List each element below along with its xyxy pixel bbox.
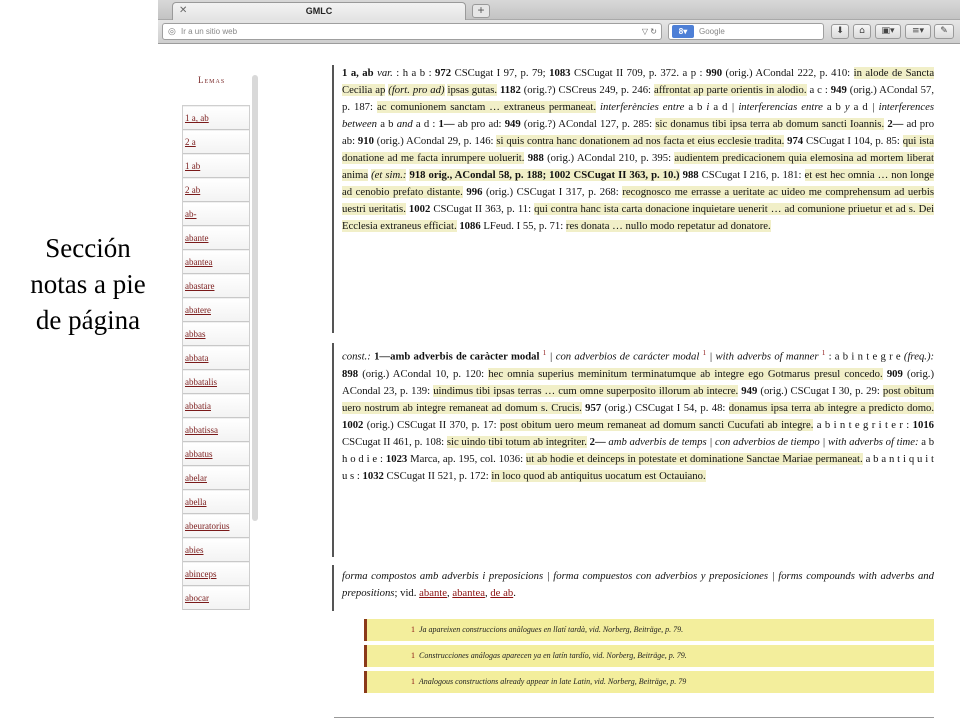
- quote: in loco quod ab antiquitus uocatum est Octauiano.: [491, 469, 706, 482]
- text: a b i n t e g r i t e r :: [816, 418, 910, 431]
- lema-item[interactable]: abelar: [183, 466, 249, 490]
- quote: post obitum uero nostrum ab integre remaneat ad domum s. Crucis.: [342, 384, 935, 414]
- text: | interferencias entre: [731, 101, 823, 113]
- year: 1002: [342, 418, 364, 431]
- tab-bar: [158, 0, 960, 20]
- year: 957: [585, 401, 602, 414]
- lema-item[interactable]: abinceps: [183, 562, 249, 586]
- lema-item[interactable]: 1 a, ab: [183, 106, 249, 130]
- entry-section-2: [334, 345, 934, 485]
- quote: sic uindo tibi totum ab integriter.: [446, 435, 587, 448]
- year: 1182: [500, 84, 521, 96]
- lemma-link-abante[interactable]: abante: [419, 587, 447, 599]
- year: 949: [830, 84, 847, 96]
- menu-icon[interactable]: ≡▾: [905, 24, 931, 39]
- text: y: [844, 101, 850, 113]
- text: ; vid.: [394, 587, 417, 599]
- lema-item[interactable]: abeuratorius: [183, 514, 249, 538]
- year: 909: [886, 367, 903, 380]
- lema-item[interactable]: abbatus: [183, 442, 249, 466]
- text: const.:: [342, 350, 371, 363]
- google-icon[interactable]: 8▾: [672, 25, 694, 38]
- quote-note: 918 orig., ACondal 58, p. 188; 1002 CSCugat II 363, p. 10.): [409, 169, 680, 181]
- source: CSCugat I 97, p. 79;: [454, 67, 546, 79]
- text: ,: [447, 587, 450, 599]
- home-icon[interactable]: ⌂: [853, 24, 871, 39]
- browser-tab[interactable]: [172, 2, 466, 20]
- source: (orig.) ACondal 10, p. 120:: [362, 367, 485, 380]
- text: a b h o d i e :: [342, 435, 935, 465]
- lemma-link-abantea[interactable]: abantea: [452, 587, 485, 599]
- source: CSCugat II 709, p. 372. a p :: [574, 67, 703, 79]
- source: (orig.) CSCugat I 317, p. 268:: [486, 186, 619, 198]
- lema-item[interactable]: abbata: [183, 346, 249, 370]
- text: a b: [688, 101, 703, 113]
- lema-item[interactable]: 2 a: [183, 130, 249, 154]
- footnote-ref[interactable]: 1: [821, 349, 826, 357]
- lema-item[interactable]: abatere: [183, 298, 249, 322]
- footnote-ref[interactable]: 1: [702, 349, 707, 357]
- footnote-marker[interactable]: 1: [411, 625, 415, 634]
- quote: hec omnia superius meminitum terminatumque ab integre ego Gotmarus presul concedo.: [488, 367, 883, 380]
- source: Marca, ap. 195, col. 1036:: [410, 452, 524, 465]
- source: CSCugat I 104, p. 85:: [805, 135, 900, 147]
- entry-section-1: [334, 65, 934, 235]
- quote: audientem predicacionem quia elemosina ad mortem liberat anima: [342, 152, 935, 181]
- sense-number: 1—amb adverbis de caràcter modal: [374, 350, 540, 363]
- year: 988: [682, 169, 699, 181]
- text: i: [706, 101, 710, 113]
- close-icon[interactable]: ✕: [179, 5, 188, 16]
- text: | with adverbs of manner: [709, 350, 819, 363]
- text: a b: [380, 118, 394, 130]
- sense-number: 2—: [887, 118, 904, 130]
- quote: in alode de Sancta Cecilia ap: [342, 67, 935, 96]
- year: 972: [435, 67, 452, 79]
- footnote-english: [364, 671, 934, 693]
- text: amb adverbis de temps | con adverbios de tiempo | with adverbs of time:: [608, 435, 919, 448]
- year: 1083: [549, 67, 571, 79]
- year: 974: [787, 135, 804, 147]
- quote: ut ab hodie et deinceps in potestate et dominatione Sanctae Mariae permaneat.: [525, 452, 863, 465]
- text: ad pro ab:: [342, 118, 935, 147]
- lemas-sidebar: [182, 75, 250, 610]
- sense-number: 1—: [438, 118, 455, 130]
- reload-icon[interactable]: ▽ ↻: [641, 27, 657, 36]
- source: (orig.) ACondal 23, p. 139:: [342, 367, 935, 397]
- year: 898: [342, 367, 359, 380]
- text: and: [396, 118, 413, 130]
- lema-item[interactable]: abbatissa: [183, 418, 249, 442]
- text: (freq.):: [903, 350, 935, 363]
- lema-item[interactable]: abbatalis: [183, 370, 249, 394]
- lema-item[interactable]: abbas: [183, 322, 249, 346]
- slide-caption: Sección notas a pie de página: [30, 233, 146, 335]
- quote: post obitum uero meum remaneat ad domum sancti Cucufati ab integre.: [499, 418, 814, 431]
- text: ab pro ad:: [457, 118, 502, 130]
- new-tab-button[interactable]: +: [472, 4, 490, 18]
- entry-section-3: [334, 568, 934, 602]
- lema-item[interactable]: ab-: [183, 202, 249, 226]
- quote: si quis contra hanc donationem ad nos facta et eius ecclesie tradita.: [496, 135, 785, 147]
- lema-item[interactable]: abante: [183, 226, 249, 250]
- text: a d: [853, 101, 868, 113]
- download-icon[interactable]: ⬇: [831, 24, 849, 39]
- sidebar-title: Lemas: [198, 75, 226, 85]
- search-placeholder: Google: [699, 27, 725, 36]
- lema-item[interactable]: abies: [183, 538, 249, 562]
- source: (orig.) ACondal 29, p. 146:: [376, 135, 494, 147]
- text: : a b i n t e g r e: [828, 350, 901, 363]
- search-input[interactable]: [668, 23, 824, 40]
- lema-item[interactable]: abbatia: [183, 394, 249, 418]
- lema-item[interactable]: abastare: [183, 274, 249, 298]
- text: a d: [713, 101, 728, 113]
- text: a b: [826, 101, 841, 113]
- text: | interferences between: [342, 101, 935, 130]
- browser-window: [158, 0, 960, 720]
- source: (orig.) CSCugat I 30, p. 29:: [760, 384, 880, 397]
- source: (orig.?) ACondal 127, p. 285:: [523, 118, 653, 130]
- quote: ac comunionem sanctam … extraneus permaneat.: [376, 101, 597, 113]
- year: 1016: [912, 418, 935, 431]
- year: 1023: [385, 452, 408, 465]
- source: (orig.?) CSCreus 249, p. 246:: [523, 84, 652, 96]
- divider: [334, 717, 934, 718]
- year: 990: [706, 67, 723, 79]
- quote: qui contra hanc ista carta donacione inquietare uenerit … ad comunione priuetur et ad s. Dei Ecclesia extraneus efficiat.: [342, 203, 935, 232]
- footnote-spanish: [364, 645, 934, 667]
- quote: ipsas gutas.: [447, 84, 498, 96]
- browser-toolbar: [158, 20, 960, 44]
- source: CSCugat I 216, p. 181:: [701, 169, 802, 181]
- quote-note: (et sim.:: [371, 169, 407, 181]
- quote-note: (fort. pro ad): [388, 84, 445, 96]
- lema-item[interactable]: 1 ab: [183, 154, 249, 178]
- text: a d :: [415, 118, 436, 130]
- text: : h a b :: [396, 67, 432, 79]
- lema-item[interactable]: 2 ab: [183, 178, 249, 202]
- bookmarks-icon[interactable]: ▣▾: [875, 24, 901, 39]
- text: | con adverbios de carácter modal: [549, 350, 700, 363]
- year: 988: [527, 152, 544, 164]
- text: a c :: [809, 84, 828, 96]
- source: (orig.) ACondal 222, p. 410:: [725, 67, 851, 79]
- year: 910: [357, 135, 374, 147]
- quote: affrontat ap parte orientis in alodio.: [653, 84, 807, 96]
- quote: uindimus tibi ipsas terras … cum omne superposito illorum ab intecre.: [433, 384, 739, 397]
- source: CSCugat II 521, p. 172:: [386, 469, 489, 482]
- quote: qui ista donatione ad me facta inrumpere uoluerit.: [342, 135, 935, 164]
- lema-item[interactable]: abocar: [183, 586, 249, 610]
- footnote-text: Construcciones análogas aparecen ya en latín tardío, vid. Norberg, Beiträge, p. 79.: [419, 651, 687, 660]
- quote: donamus ipsa terra ab integre a predicto domo.: [728, 401, 935, 414]
- source: LFeud. I 55, p. 71:: [483, 220, 564, 232]
- year: 1002: [408, 203, 431, 215]
- quote: recognosco me errasse a ueritate ac uideo me comprehensum ad uerbis uestri ueritatis.: [342, 186, 935, 215]
- text: forma compostos amb adverbis i preposicions | forma compuestos con adverbios y preposiciones | forms compounds with adverbs and prepositions: [342, 570, 934, 599]
- source: (orig.) CSCugat I 54, p. 48:: [604, 401, 726, 414]
- source: CSCugat II 363, p. 11:: [433, 203, 532, 215]
- url-placeholder: Ir a un sitio web: [181, 27, 238, 36]
- text: .: [513, 587, 516, 599]
- edit-icon[interactable]: ✎: [934, 24, 954, 39]
- text: interferències entre: [600, 101, 685, 113]
- footnote-catalan: [364, 619, 934, 641]
- year: 949: [741, 384, 758, 397]
- year: 1032: [362, 469, 384, 482]
- footnote-text: Analogous constructions already appear in late Latin, vid. Norberg, Beiträge, p. 79: [418, 677, 687, 686]
- footnote-marker[interactable]: 1: [411, 677, 415, 686]
- lemma-heading: 1 a, ab: [342, 67, 374, 79]
- footnote-marker[interactable]: 1: [411, 651, 415, 660]
- text: a b a n t i q u i t u s :: [342, 452, 935, 482]
- sidebar-scrollbar[interactable]: [252, 75, 258, 521]
- source: CSCugat II 461, p. 108:: [342, 435, 445, 448]
- source: (orig.) ACondal 57, p. 187:: [342, 84, 935, 113]
- globe-icon: ◎: [168, 26, 176, 36]
- lema-item[interactable]: abantea: [183, 250, 249, 274]
- text: ,: [484, 587, 488, 599]
- year: 1086: [459, 220, 481, 232]
- url-input[interactable]: [162, 23, 662, 40]
- tab-title: GMLC: [305, 6, 333, 16]
- quote: res donata … nullo modo repetatur ad donatore.: [565, 220, 771, 232]
- quote: et est hec omnia … non longe ad cenobio prefato distante.: [342, 169, 935, 198]
- quote: sic donamus tibi ipsa terra ab domum sancti Ioannis.: [655, 118, 885, 130]
- source: (orig.) ACondal 210, p. 395:: [547, 152, 672, 164]
- lemma-link-de-ab[interactable]: de ab: [490, 587, 514, 599]
- footnote-text: Ja apareixen construccions anàlogues en llatí tardà, vid. Norberg, Beiträge, p. 79.: [419, 625, 684, 634]
- lema-item[interactable]: abella: [183, 490, 249, 514]
- source: (orig.) CSCugat II 370, p. 17:: [366, 418, 497, 431]
- year: 949: [504, 118, 521, 130]
- sense-number: 2—: [589, 435, 606, 448]
- page-content: [158, 45, 960, 720]
- lemas-list: [182, 105, 250, 610]
- text: var.: [377, 67, 393, 79]
- year: 996: [466, 186, 483, 198]
- footnote-ref[interactable]: 1: [542, 349, 547, 357]
